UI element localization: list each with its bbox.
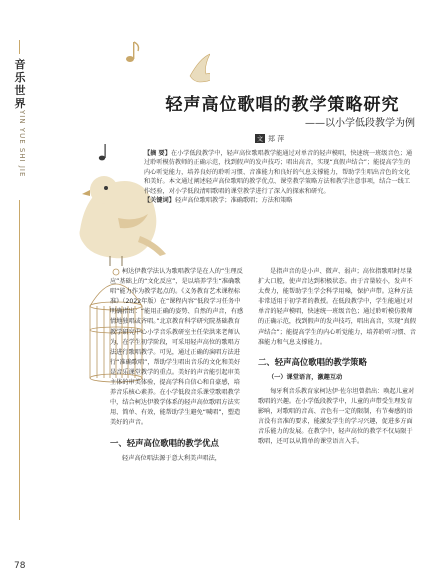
abstract-block [144,149,414,205]
keywords-text: 轻声高位歌唱教学；准确歌唱；方法和策略 [174,197,293,205]
music-note-icon [126,42,139,62]
body-column-left [110,267,244,464]
sidebar-rule-long [19,200,20,520]
section-char: 音 [14,58,26,71]
author-line [255,134,284,144]
body-paragraph: 是指声音的是小声、微声、弱声；高位指歌唱时尽量扩大口腔，使声音达到积极状态。由于音量较小，发声不太费力，能帮助学生学会科学用嗓，保护声带。这种方法非常适用于初学者的教授。在低段教学中，学生能通过对单音的轻声模唱，快速统一班级音色；通过聆听模仿教师的正确示范，找到假声的发声技巧，唱出高音，实现“真假声结合”；能提高学生的内心听觉能力，培养聆听习惯、音准能力和气息支撑能力。 [258,268,416,346]
section-title [10,58,30,110]
music-note-icon [99,144,106,160]
article-title: 轻声高位歌唱的教学策略研究 [165,95,400,115]
author-name: 郑 萍 [268,135,285,143]
bird-icon [190,54,210,82]
sidebar-rule-top [19,40,20,54]
section-pinyin: YIN YUE SHI JIE [18,110,26,178]
author-tag: 文 [257,136,264,143]
article-subtitle: ——以小学低段教学为例 [305,118,415,129]
subsection-heading: （一）课堂语言，激趣互动 [268,373,343,381]
page-number: 78 [14,561,26,571]
body-paragraph: 匈牙利音乐教育家柯达伊·佐尔坦曾指出：唤起儿童对歌唱的兴趣。在小学低段教学中，儿童的声带受生理发育影响，对歌唱的音高、音色有一定的限制，有节奏感的语言没有音准的要求，能激发学生的学习兴趣，促进多方面音乐能力的发展。在教学中，轻声高位的教学不仅局限于歌唱，还可以从简单的课堂语言入手。 [258,387,415,446]
body-column-right [258,267,416,448]
body-paragraph: 柯达伊教学法认为歌唱教学是在人的“生理反应”基础上的“文化反应”，是以培养学生“准确歌唱”能力作为教学起点的。《义务教育艺术课程标准》（2022年版）在“课程内容”低段学习任务中明确指出：“能用正确的姿势、自然的声音，有感情地独唱或齐唱。”北京教育科学研究院基础教育教学研究中心小学音乐教研室主任荣洪来老师认为，在学生初学阶段，可采用轻声高位的歌唱方法进行歌唱教学。可见，通过正确的演唱方法进行“准确歌唱”，帮助学生唱出音乐的文化和美好是音乐课堂教学的重点。美好的声音能引起审美主体的审美体验，提高学科自信心和自豪感，培养音乐核心素养。在小学低段音乐课堂歌唱教学中，结合柯达伊教学体系的轻声高位歌唱方法实用、简单、有效，能帮助学生避免“喊唱”，塑造美好的声音。 [110,268,244,427]
section-heading: 二、轻声高位歌唱的教学策略 [258,356,367,367]
section-char: 乐 [14,71,26,84]
section-heading: 一、轻声高位歌唱的教学优点 [110,437,219,448]
section-char: 界 [14,97,26,110]
section-char: 世 [14,84,26,97]
keywords-label: 【关键词】 [144,197,175,205]
abstract-text: 在小学低段教学中，轻声高位歌唱教学能通过对单音的轻声模唱，快速统一班级音色；通过聆听模仿教师的正确示范，找到假声的发声技巧；唱出高音，实现“真假声结合”；能提高学生的内心听觉能力，培养良好的聆听习惯、音准能力和良好的气息支撑能力，帮助学生唱出音色的文化和美好。本文通过阐述轻声高位歌唱的教学优点、课堂教学策略方法和教学注意事项，结合一线工作经验，对小学低段清唱歌唱的课堂教学进行了深入的探索和研究。 [144,150,413,195]
body-paragraph: 轻声高位唱法源于意大利美声唱法， [122,454,221,462]
keywords-paragraph [144,196,414,205]
abstract-label: 【摘 要】 [144,150,171,157]
abstract-paragraph [144,149,414,196]
sidebar [0,0,44,583]
